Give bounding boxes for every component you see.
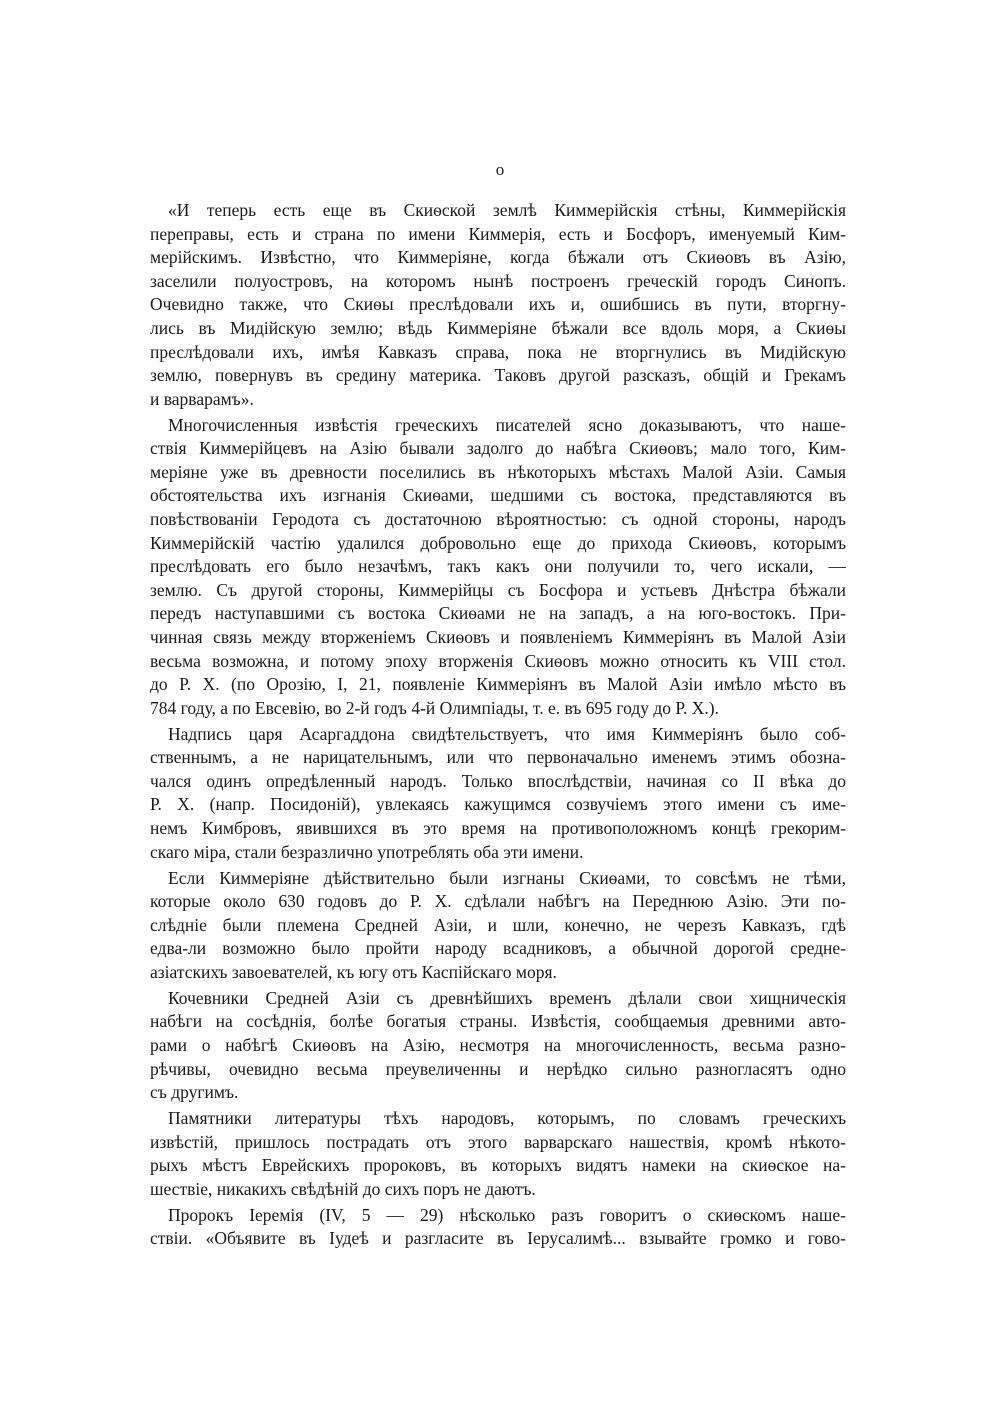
body-text [150, 199, 846, 1253]
text-line: набѣги на сосѣднія, болѣе богатыя страны. Извѣстія, сообщаемыя древними авто- [150, 1011, 846, 1032]
text-line: весьма возможна, и потому эпоху вторженія Скиѳовъ можно относить къ VIII стол. [150, 650, 846, 671]
text-line: съ другимъ. [150, 1082, 239, 1103]
text-line: ствія Киммерійцевъ на Азію бывали задолго до набѣга Скиѳовъ; мало того, Ким- [150, 438, 846, 459]
text-line: Очевидно также, что Скиѳы преслѣдовали ихъ и, ошибшись въ пути, вторгну- [150, 294, 846, 315]
text-line: 784 году, а по Евсевію, во 2-й годъ 4-й Олимпіады, т. е. въ 695 году до Р. Х.). [150, 697, 719, 718]
text-line: Надпись царя Асаргаддона свидѣтельствуетъ, что имя Киммеріянъ было соб- [168, 723, 846, 744]
paragraph [150, 987, 846, 1105]
text-line: Кочевники Средней Азіи съ древнѣйшихъ временъ дѣлали свои хищническія [168, 987, 846, 1008]
text-line: рѣчивы, очевидно весьма преувеличенны и нерѣдко сильно разногласятъ одно [150, 1058, 846, 1079]
text-line: землю, повернувъ въ средину материка. Таковъ другой разсказъ, общій и Грекамъ [150, 365, 846, 386]
text-line: рыхъ мѣстъ Еврейскихъ пророковъ, въ которыхъ видятъ намеки на скиѳское на- [150, 1155, 846, 1176]
text-line: переправы, есть и страна по имени Киммерія, есть и Босфоръ, именуемый Ким- [150, 223, 846, 244]
text-line: Пророкъ Іеремія (IV, 5 — 29) нѣсколько разъ говоритъ о скиѳскомъ наше- [168, 1204, 846, 1225]
text-line: скаго міра, стали безразлично употреблять оба эти имени. [150, 841, 584, 862]
text-line: обстоятельства ихъ изгнанія Скиѳами, шедшими съ востока, представляются въ [150, 485, 846, 506]
text-line: до Р. Х. (по Орозію, I, 21, появленіе Киммеріянъ въ Малой Азіи имѣло мѣсто въ [150, 674, 846, 695]
text-line: извѣстій, пришлось пострадать отъ этого варварскаго нашествія, кромѣ нѣкото- [150, 1131, 846, 1152]
text-line: слѣдніе были племена Средней Азіи, и шли, конечно, не черезъ Кавказъ, гдѣ [150, 914, 846, 935]
text-line: шествіе, никакихъ свѣдѣній до сихъ поръ не даютъ. [150, 1178, 536, 1199]
text-line: Памятники литературы тѣхъ народовъ, которымъ, по словамъ греческихъ [168, 1108, 846, 1129]
text-line: азіатскихъ завоевателей, къ югу отъ Каспійскаго моря. [150, 961, 557, 982]
text-line: заселили полуостровъ, на которомъ нынѣ построенъ греческій городъ Синопъ. [150, 270, 846, 291]
text-line: немъ Кимбровъ, явившихся въ это время на противоположномъ концѣ грекорим- [150, 818, 846, 839]
text-line: чался одинъ опредѣленный народъ. Только впослѣдствіи, начиная со II вѣка до [150, 770, 846, 791]
text-line: передъ наступавшими съ востока Скиѳами не на западъ, а на юго-востокъ. При- [150, 603, 846, 624]
text-line: ствіи. «Объявите въ Іудеѣ и разгласите въ Іерусалимѣ... взывайте громко и гово- [150, 1228, 846, 1249]
paragraph [150, 414, 846, 721]
text-line: преслѣдовали ихъ, имѣя Кавказъ справа, пока не вторгнулись въ Мидійскую [150, 341, 846, 362]
text-line: рами о набѣгѣ Скиѳовъ на Азію, несмотря на многочисленность, весьма разно- [150, 1034, 846, 1055]
text-line: Многочисленныя извѣстія греческихъ писателей ясно доказываютъ, что наше- [168, 414, 846, 435]
text-line: «И теперь есть еще въ Скиѳской землѣ Киммерійскія стѣны, Киммерійскія [168, 200, 846, 220]
text-line: преслѣдовать его было незачѣмъ, такъ какъ они получили то, чего искали, — [150, 556, 846, 577]
paragraph [150, 1107, 846, 1201]
text-line: чинная связь между вторженіемъ Скиѳовъ и появленіемъ Киммеріянъ въ Малой Азіи [150, 626, 846, 647]
text-line: меріяне уже въ древности поселились въ нѣкоторыхъ мѣстахъ Малой Азіи. Самыя [150, 461, 846, 482]
text-line: которые около 630 годовъ до Р. Х. сдѣлали набѣгъ на Переднюю Азію. Эти по- [150, 891, 846, 912]
paragraph [150, 867, 846, 985]
text-line: и варварамъ». [150, 388, 254, 409]
text-line: Р. Х. (напр. Посидоній), увлекаясь кажущимся созвучіемъ этого имени съ име- [150, 794, 846, 815]
text-line: ственнымъ, а не нарицательнымъ, или что первоначально именемъ этимъ обозна- [150, 747, 846, 768]
text-line: землю. Съ другой стороны, Киммерійцы съ Босфора и устьевъ Днѣстра бѣжали [150, 579, 846, 600]
paragraph [150, 1204, 846, 1251]
text-line: повѣствованіи Геродота съ достаточною вѣроятностью: съ одной стороны, народъ [150, 509, 846, 530]
text-line: Если Киммеріяне дѣйствительно были изгнаны Скиѳами, то совсѣмъ не тѣми, [168, 867, 846, 888]
text-line: мерійскимъ. Извѣстно, что Киммеріяне, когда бѣжали отъ Скиѳовъ въ Азію, [150, 247, 846, 268]
paragraph [150, 199, 846, 411]
text-line: Киммерійскій частію удалился добровольно еще до прихода Скиѳовъ, которымъ [150, 532, 846, 553]
text-line: едва-ли возможно было пройти народу всадниковъ, а обычной дорогой средне- [150, 938, 846, 959]
text-line: лись въ Мидійскую землю; вѣдь Киммеріяне бѣжали все вдоль моря, а Скиѳы [150, 317, 846, 338]
paragraph [150, 723, 846, 865]
page-number: о [495, 160, 505, 179]
